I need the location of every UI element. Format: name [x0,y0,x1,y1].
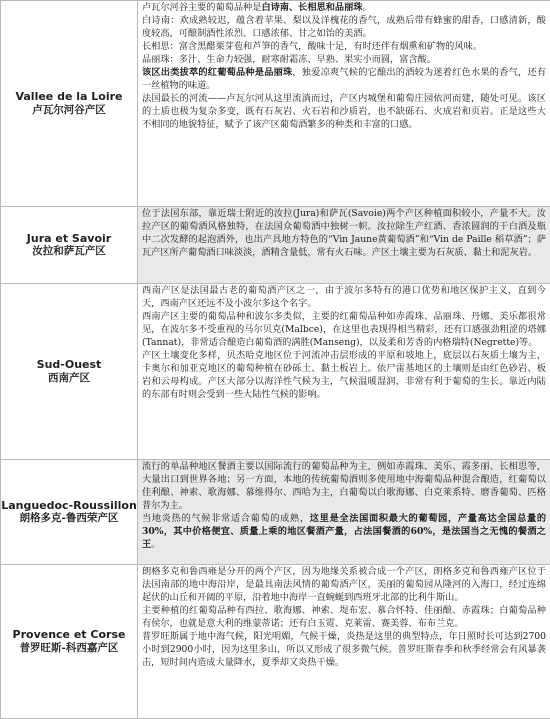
paragraph-text: 产区土壤变化多样，贝杰哈克地区位于河流冲击层形成的平原和坡地上，底层以石灰质土壤为主，卡奥尔和加亚克地区的葡萄种植在砂砾土、黏土板岩上。依尸雷基地区的土壤则是由红色砂岩、板岩和云母构成。产区大部分以海洋性气候为主，气候温暖湿润，非常有利于葡萄的生长。靠近内陆的东部有时则会受到一些大陆性气候的影响。 [142,350,546,400]
highlight-text: 白诗南、长相思和品丽珠 [261,2,362,13]
description-paragraph [142,604,546,630]
paragraph-text: 法国最长的河流——卢瓦尔河从这里流淌而过，产区内城堡和葡萄庄园依河而建，随处可见。该区的土质也极为复杂多变，既有石灰岩、火石岩和沙质岩，也不缺砾石、火成岩和页岩。正是这些大不相同的地貌特征，赋予了该产区葡萄酒繁多的种类和丰富的口感。 [142,93,546,130]
region-name-zh: 朗格多克-鲁西荣产区 [1,512,137,525]
paragraph-text: 当地炎热的气候非常适合葡萄的成熟， [142,513,310,524]
description-paragraph [142,14,546,40]
description-paragraph [142,92,546,131]
paragraph-text: 位于法国东部，靠近瑞士附近的汝拉(Jura)和萨瓦(Savoie)两个产区种植面积较小，产量不大。汝拉产区的葡萄酒风格独特，在法国众葡萄酒中独树一帜。汝拉除生产红酒、香浓圆润的干白酒及瓶中二次发酵的起泡酒外，也出产具地方特色的“Vin Jaune黄葡萄酒”和“Vin de Paille 稻草酒”；萨瓦产区所产葡萄酒口味淡淡，酒精含量低，常有火石味。产区土壤主要为石灰质、黏土和泥灰岩。 [142,208,546,258]
description-paragraph [142,53,546,66]
region-row [1,460,550,565]
highlight-text: 该区出类拔萃的红葡萄品种是品丽珠 [142,67,292,78]
paragraph-text: 主要种植的红葡萄品种有西拉、歌海娜、神索、堤布宏、慕合怀特、佳丽酿、赤霞珠；白葡萄品种有侯尔，也就是意大利的维蒙蒂诺；还有白玉霓、克莱雷、赛美蓉、布布兰克。 [142,605,546,629]
description-paragraph [142,460,546,512]
description-paragraph [142,349,546,401]
paragraph-text: 。 [363,2,372,13]
paragraph-text: 普罗旺斯属于地中海气候，阳光明媚，气候干燥，炎热是这里的典型特点，年日照时长可达到2700小时到2900小时，因为这里多山，所以又形成了很多微气候。普罗旺斯春季和秋季经常会有风暴袭击，短时间内造成大量降水，夏季却又炎热干燥。 [142,631,546,668]
paragraph-text: 品丽珠：多汁、生命力较强，耐寒耐霜冻、早熟、果实小而圆，富含酸。 [142,54,436,65]
paragraph-text: 朗格多克和鲁西雍是分开的两个产区，因为地缘关系被合成一个产区，朗格多克和鲁西雍产区位于法国南部的地中海沿岸，是最具南法风情的葡萄酒产区，美丽的葡萄园从隆河的入海口，经过连绵起伏的山丘和开阔的平原，沿着地中海岸一直蜿蜒到西班牙北部的比利牛斯山。 [142,566,546,603]
paragraph-text: 西南产区主要的葡萄品种和波尔多类似，主要的红葡萄品种如赤霞珠、品丽珠、丹娜、美乐都很常见，在波尔多不受重视的马尔贝克(Malbce)，在这里也表现得相当精彩，还有口感强劲粗涩的塔娜(Tannat)，非常适合酿造白葡萄酒的满胜(Manseng)，以及柔和芳香的内格瑞特(Negrette)等。 [142,311,546,348]
region-row [1,284,550,460]
region-description [138,284,550,460]
description-paragraph [142,565,546,604]
paragraph-text: ，独爱凉爽气候的它酿出的酒较为迷着红色水果的香气，还有一丝植物的味道。 [142,67,546,91]
description-paragraph [142,66,546,92]
region-name-cell [1,460,138,565]
description-paragraph [142,512,546,551]
description-paragraph [142,630,546,669]
region-row [1,1,550,207]
highlight-text: 这里是全法国面积最大的葡萄园，产量高达全国总量的30%，其中价格便宜、质量上乘的地区餐酒产量，占法国餐酒的60%，是法国当之无愧的餐酒之王 [142,513,546,550]
region-name-en: Languedoc-Roussillon [1,499,137,513]
paragraph-text: 流行的单品种地区餐酒主要以国际流行的葡萄品种为主，例如赤霞珠、美乐、霞多丽、长相思等，大量出口到世界各地；另一方面，本地的传统葡萄酒则多使用地中海葡萄品种混合酿造，红葡萄以佳利酿、神索、歌海娜、慕维得尔、西哈为主，白葡萄以白歌海娜、白克莱系特、磨香葡萄、匹格普尔为主。 [142,461,546,511]
paragraph-text: 西南产区是法国最古老的葡萄酒产区之一，由于波尔多特有的港口优势和地区保护主义，直到今天，西南产区还远不及小波尔多这个名字。 [142,285,546,309]
paragraph-text: 。 [151,539,160,550]
description-paragraph [142,310,546,349]
region-row [1,207,550,284]
paragraph-text: 白诗南：欢成熟较迟，蕴含着苹果、梨以及洋槐花的香气，成熟后带有蜂蜜的甜香，口感清新，酸度较高，可酿制酒性浓烈、口感浓郁、甘之如饴的美酒。 [142,15,546,39]
region-name-zh: 普罗旺斯-科西嘉产区 [1,642,137,655]
region-name-en: Jura et Savoir [1,232,137,246]
region-name-cell [1,284,138,460]
region-row [1,565,550,719]
description-paragraph [142,1,546,14]
description-paragraph [142,207,546,259]
region-name-zh: 汝拉和萨瓦产区 [1,245,137,258]
paragraph-text: 长相思：富含黑醋栗芽苞和芦笋的香气，酸味十足，有时还伴有烟熏和矿物的风味。 [142,41,482,52]
region-name-en: Provence et Corse [1,628,137,642]
region-description [138,460,550,565]
description-paragraph [142,40,546,53]
region-description [138,565,550,719]
region-name-en: Vallee de la Loire [1,90,137,104]
region-name-zh: 卢瓦尔河谷产区 [1,104,137,117]
paragraph-text: 卢瓦尔河谷主要的葡萄品种是 [142,2,261,13]
region-name-cell [1,565,138,719]
region-name-en: Sud-Ouest [1,358,137,372]
region-name-zh: 西南产区 [1,372,137,385]
region-description [138,1,550,207]
region-name-cell [1,207,138,284]
region-name-cell [1,1,138,207]
region-description [138,207,550,284]
description-paragraph [142,284,546,310]
